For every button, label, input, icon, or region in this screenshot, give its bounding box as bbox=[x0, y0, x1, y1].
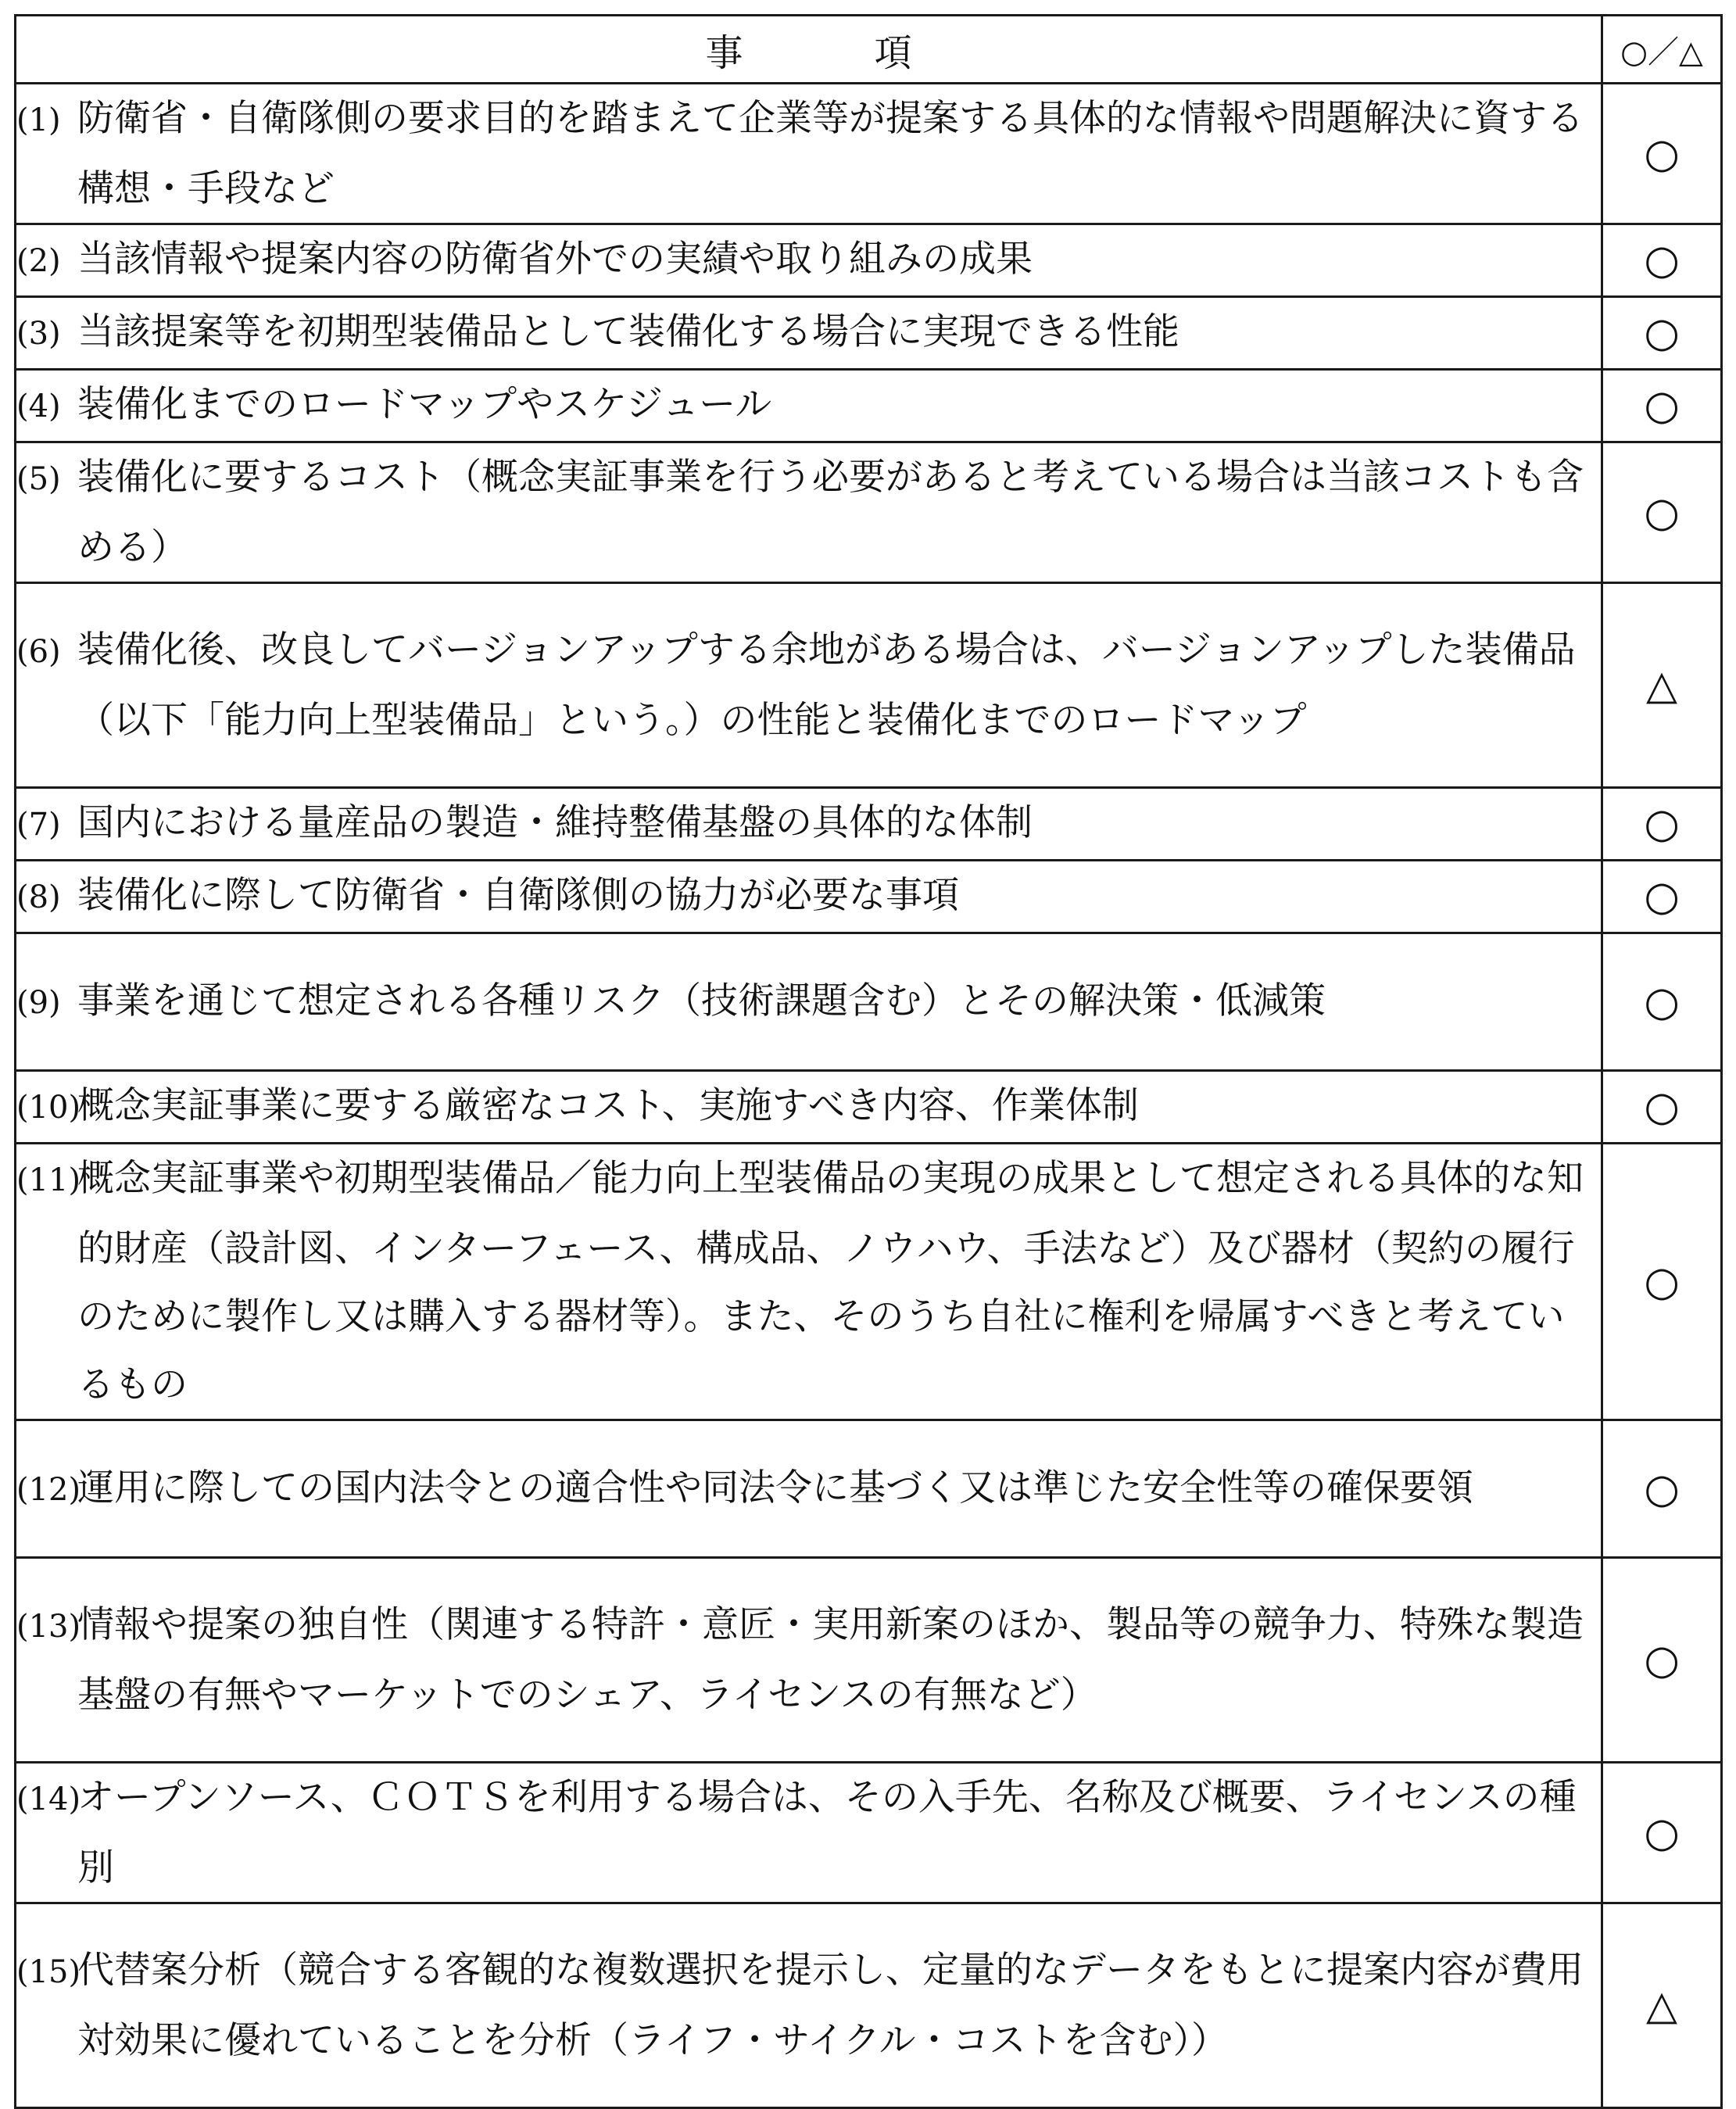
item-text: 情報や提案の独自性（関連する特許・意匠・実用新案のほか、製品等の競争力、特殊な製造基盤の有無やマーケットでのシェア、ライセンスの有無など） bbox=[77, 1603, 1584, 1717]
item-text: 装備化後、改良してバージョンアップする余地がある場合は、バージョンアップした装備品（以下「能力向上型装備品」という。）の性能と装備化までのロードマップ bbox=[77, 628, 1576, 742]
item-text: 当該提案等を初期型装備品として装備化する場合に実現できる性能 bbox=[77, 310, 1179, 353]
table-row bbox=[16, 297, 1722, 370]
item-text: 当該情報や提案内容の防衛省外での実績や取り組みの成果 bbox=[77, 238, 1033, 281]
table-row bbox=[16, 442, 1722, 583]
table-row bbox=[16, 1903, 1722, 2108]
item-text: 装備化に際して防衛省・自衛隊側の協力が必要な事項 bbox=[77, 874, 959, 917]
item-cell bbox=[16, 1144, 1602, 1420]
table-row bbox=[16, 1558, 1722, 1763]
item-cell bbox=[16, 788, 1602, 861]
item-number: (11) bbox=[16, 1162, 81, 1198]
item-text: 防衛省・自衛隊側の要求目的を踏まえて企業等が提案する具体的な情報や問題解決に資する構想・手段など bbox=[77, 97, 1584, 210]
item-cell bbox=[16, 1763, 1602, 1903]
item-number: (6) bbox=[16, 634, 61, 670]
item-cell bbox=[16, 84, 1602, 224]
header-row bbox=[16, 16, 1722, 84]
mark-cell: ○ bbox=[1602, 1763, 1722, 1903]
item-text: 概念実証事業に要する厳密なコスト、実施すべき内容、作業体制 bbox=[77, 1084, 1139, 1127]
mark-cell: △ bbox=[1602, 583, 1722, 788]
item-number: (9) bbox=[16, 984, 61, 1021]
item-number: (12) bbox=[16, 1471, 81, 1508]
item-cell bbox=[16, 1903, 1602, 2108]
item-cell bbox=[16, 442, 1602, 583]
item-cell bbox=[16, 1071, 1602, 1144]
table-row bbox=[16, 933, 1722, 1071]
table-row bbox=[16, 861, 1722, 933]
table-row bbox=[16, 1071, 1722, 1144]
item-cell bbox=[16, 583, 1602, 788]
mark-cell: ○ bbox=[1602, 788, 1722, 861]
item-number: (2) bbox=[16, 243, 61, 279]
item-text: 概念実証事業や初期型装備品／能力向上型装備品の実現の成果として想定される具体的な知的財産（設計図、インターフェース、構成品、ノウハウ、手法など）及び器材（契約の履行のために製作し又は購入する器材等）。また、そのうち自社に権利を帰属すべきと考えているもの bbox=[77, 1157, 1584, 1406]
item-cell bbox=[16, 297, 1602, 370]
item-number: (10) bbox=[16, 1090, 81, 1126]
item-number: (4) bbox=[16, 388, 61, 424]
item-text: 事業を通じて想定される各種リスク（技術課題含む）とその解決策・低減策 bbox=[77, 979, 1326, 1022]
table-row bbox=[16, 788, 1722, 861]
item-number: (7) bbox=[16, 807, 61, 843]
item-number: (1) bbox=[16, 102, 61, 138]
item-cell bbox=[16, 861, 1602, 933]
item-number: (15) bbox=[16, 1954, 81, 1990]
table-row bbox=[16, 1420, 1722, 1558]
mark-cell: ○ bbox=[1602, 861, 1722, 933]
mark-cell: ○ bbox=[1602, 1144, 1722, 1420]
mark-cell: ○ bbox=[1602, 1071, 1722, 1144]
mark-cell: △ bbox=[1602, 1903, 1722, 2108]
table-row bbox=[16, 1144, 1722, 1420]
item-cell bbox=[16, 224, 1602, 297]
mark-cell: ○ bbox=[1602, 84, 1722, 224]
header-item-label: 事 項 bbox=[16, 16, 1602, 84]
table-row bbox=[16, 1763, 1722, 1903]
item-text: 運用に際しての国内法令との適合性や同法令に基づく又は準じた安全性等の確保要領 bbox=[77, 1466, 1473, 1509]
item-text: 装備化までのロードマップやスケジュール bbox=[77, 383, 772, 426]
items-table bbox=[14, 14, 1723, 2109]
item-text: 装備化に要するコスト（概念実証事業を行う必要があると考えている場合は当該コストも含める） bbox=[77, 456, 1584, 569]
item-text: オープンソース、ＣＯＴＳを利用する場合は、その入手先、名称及び概要、ライセンスの種別 bbox=[77, 1776, 1577, 1889]
header-mark-label: ○／△ bbox=[1602, 16, 1722, 84]
mark-cell: ○ bbox=[1602, 370, 1722, 442]
item-number: (13) bbox=[16, 1609, 81, 1645]
mark-cell: ○ bbox=[1602, 1420, 1722, 1558]
mark-cell: ○ bbox=[1602, 442, 1722, 583]
mark-cell: ○ bbox=[1602, 224, 1722, 297]
item-text: 代替案分析（競合する客観的な複数選択を提示し、定量的なデータをもとに提案内容が費用対効果に優れていることを分析（ライフ・サイクル・コストを含む）） bbox=[77, 1949, 1584, 2062]
item-text: 国内における量産品の製造・維持整備基盤の具体的な体制 bbox=[77, 801, 1033, 844]
item-cell bbox=[16, 933, 1602, 1071]
table-row bbox=[16, 224, 1722, 297]
mark-cell: ○ bbox=[1602, 297, 1722, 370]
item-cell bbox=[16, 1558, 1602, 1763]
item-cell bbox=[16, 370, 1602, 442]
mark-cell: ○ bbox=[1602, 1558, 1722, 1763]
table-row bbox=[16, 84, 1722, 224]
table-row bbox=[16, 583, 1722, 788]
item-number: (3) bbox=[16, 316, 61, 352]
item-number: (14) bbox=[16, 1781, 81, 1817]
item-number: (8) bbox=[16, 879, 61, 915]
mark-cell: ○ bbox=[1602, 933, 1722, 1071]
item-cell bbox=[16, 1420, 1602, 1558]
item-number: (5) bbox=[16, 461, 61, 497]
table-row bbox=[16, 370, 1722, 442]
